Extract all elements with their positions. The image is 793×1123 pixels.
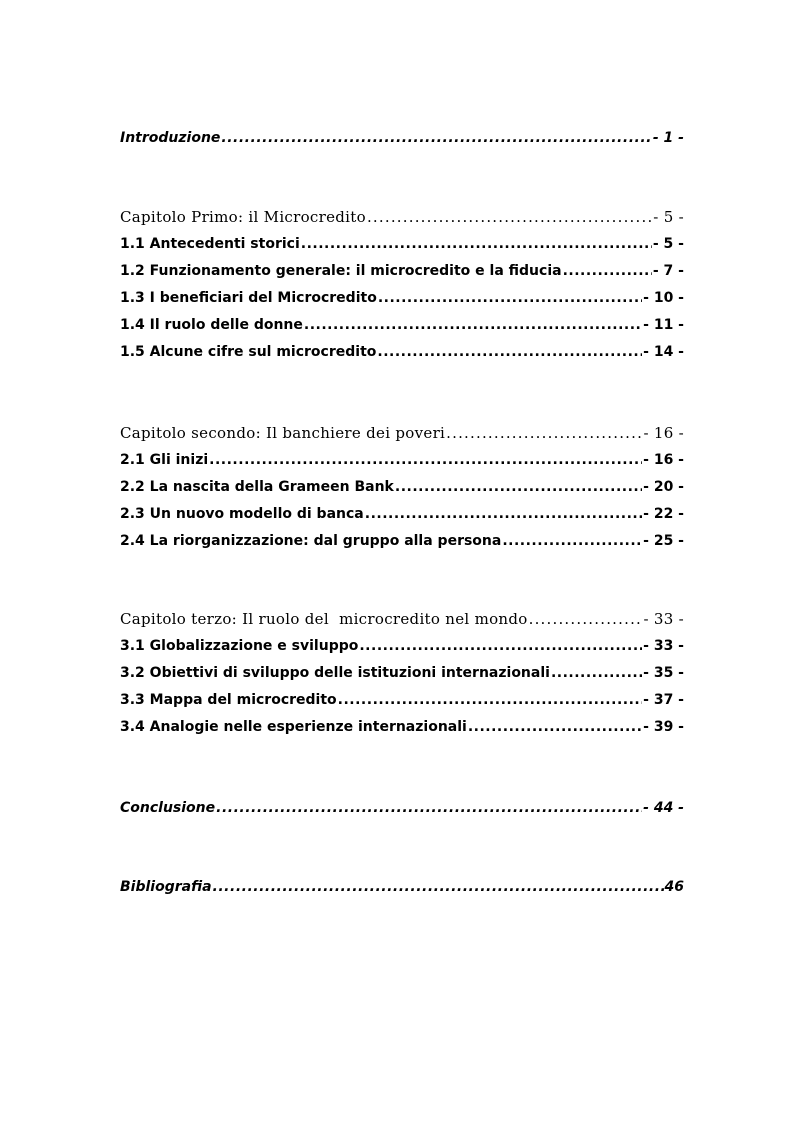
toc-entry-title: 2.4 La riorganizzazione: dal gruppo alla persona — [120, 533, 502, 549]
toc-entry-title: 3.1 Globalizzazione e sviluppo — [120, 638, 359, 654]
toc-entry-title: Introduzione — [120, 130, 221, 146]
toc-entry-page: - 1 - — [652, 130, 684, 146]
toc-entry-page: - 37 - — [643, 692, 684, 708]
toc-entry-section[interactable] — [120, 664, 684, 682]
toc-entry-section[interactable] — [120, 478, 684, 496]
toc-entry-conclusione[interactable] — [120, 799, 684, 817]
dot-leader — [216, 799, 642, 817]
toc-entry-page: - 16 - — [643, 424, 684, 442]
toc-entry-title: 1.5 Alcune cifre sul microcredito — [120, 344, 377, 360]
toc-entry-title: 2.1 Gli inizi — [120, 452, 209, 468]
toc-entry-title: 3.4 Analogie nelle esperienze internazionali — [120, 719, 467, 735]
toc-entry-title: 1.2 Funzionamento generale: il microcredito e la fiducia — [120, 263, 562, 279]
toc-entry-title: 1.1 Antecedenti storici — [120, 236, 300, 252]
toc-entry-section[interactable] — [120, 532, 684, 550]
dot-leader — [395, 478, 642, 496]
dot-leader — [221, 129, 651, 147]
toc-entry-page: - 7 - — [652, 263, 684, 279]
toc-entry-capitolo-terzo[interactable] — [120, 610, 684, 628]
toc-entry-section[interactable] — [120, 289, 684, 307]
toc-entry-title: Capitolo secondo: Il banchiere dei poveri — [120, 424, 446, 442]
toc-entry-introduzione[interactable] — [120, 129, 684, 147]
dot-leader — [551, 664, 642, 682]
toc-entry-section[interactable] — [120, 637, 684, 655]
toc-entry-section[interactable] — [120, 262, 684, 280]
toc-entry-page: - 5 - — [653, 208, 684, 226]
toc-entry-title: 1.4 Il ruolo delle donne — [120, 317, 303, 333]
toc-entry-section[interactable] — [120, 343, 684, 361]
toc-entry-page: - 14 - — [643, 344, 684, 360]
dot-leader — [359, 637, 642, 655]
toc-entry-page: 46 — [664, 879, 684, 895]
dot-leader — [502, 532, 642, 550]
toc-entry-page: - 33 - — [643, 610, 684, 628]
toc-entry-section[interactable] — [120, 235, 684, 253]
dot-leader — [563, 262, 652, 280]
toc-entry-page: - 33 - — [643, 638, 684, 654]
dot-leader — [301, 235, 652, 253]
dot-leader — [213, 878, 664, 896]
toc-entry-title: 2.2 La nascita della Grameen Bank — [120, 479, 394, 495]
toc-entry-title: Capitolo terzo: Il ruolo del microcredito nel mondo — [120, 610, 528, 628]
toc-entry-page: - 35 - — [643, 665, 684, 681]
toc-entry-title: 2.3 Un nuovo modello di banca — [120, 506, 364, 522]
dot-leader — [338, 691, 642, 709]
toc-entry-section[interactable] — [120, 451, 684, 469]
toc-entry-capitolo-primo[interactable] — [120, 208, 684, 226]
dot-leader — [529, 610, 643, 628]
toc-entry-page: - 11 - — [643, 317, 684, 333]
toc-entry-title: Capitolo Primo: il Microcredito — [120, 208, 366, 226]
toc-entry-title: Conclusione — [120, 800, 216, 816]
toc-entry-title: 3.2 Obiettivi di sviluppo delle istituzioni internazionali — [120, 665, 550, 681]
toc-entry-bibliografia[interactable] — [120, 878, 684, 896]
toc-entry-page: - 20 - — [643, 479, 684, 495]
toc-entry-title: 3.3 Mappa del microcredito — [120, 692, 337, 708]
toc-entry-title: Bibliografia — [120, 879, 212, 895]
toc-entry-page: - 5 - — [652, 236, 684, 252]
dot-leader — [367, 208, 652, 226]
toc-entry-section[interactable] — [120, 505, 684, 523]
toc-entry-section[interactable] — [120, 691, 684, 709]
toc-entry-page: - 22 - — [643, 506, 684, 522]
toc-entry-page: - 39 - — [643, 719, 684, 735]
toc-entry-page: - 44 - — [643, 800, 684, 816]
dot-leader — [209, 451, 642, 469]
toc-entry-page: - 25 - — [643, 533, 684, 549]
dot-leader — [468, 718, 642, 736]
dot-leader — [365, 505, 642, 523]
toc-entry-section[interactable] — [120, 718, 684, 736]
dot-leader — [377, 343, 642, 361]
dot-leader — [446, 424, 642, 442]
toc-entry-section[interactable] — [120, 316, 684, 334]
dot-leader — [378, 289, 642, 307]
toc-entry-page: - 10 - — [643, 290, 684, 306]
toc-entry-page: - 16 - — [643, 452, 684, 468]
toc-entry-capitolo-secondo[interactable] — [120, 424, 684, 442]
toc-entry-title: 1.3 I beneficiari del Microcredito — [120, 290, 377, 306]
dot-leader — [304, 316, 642, 334]
